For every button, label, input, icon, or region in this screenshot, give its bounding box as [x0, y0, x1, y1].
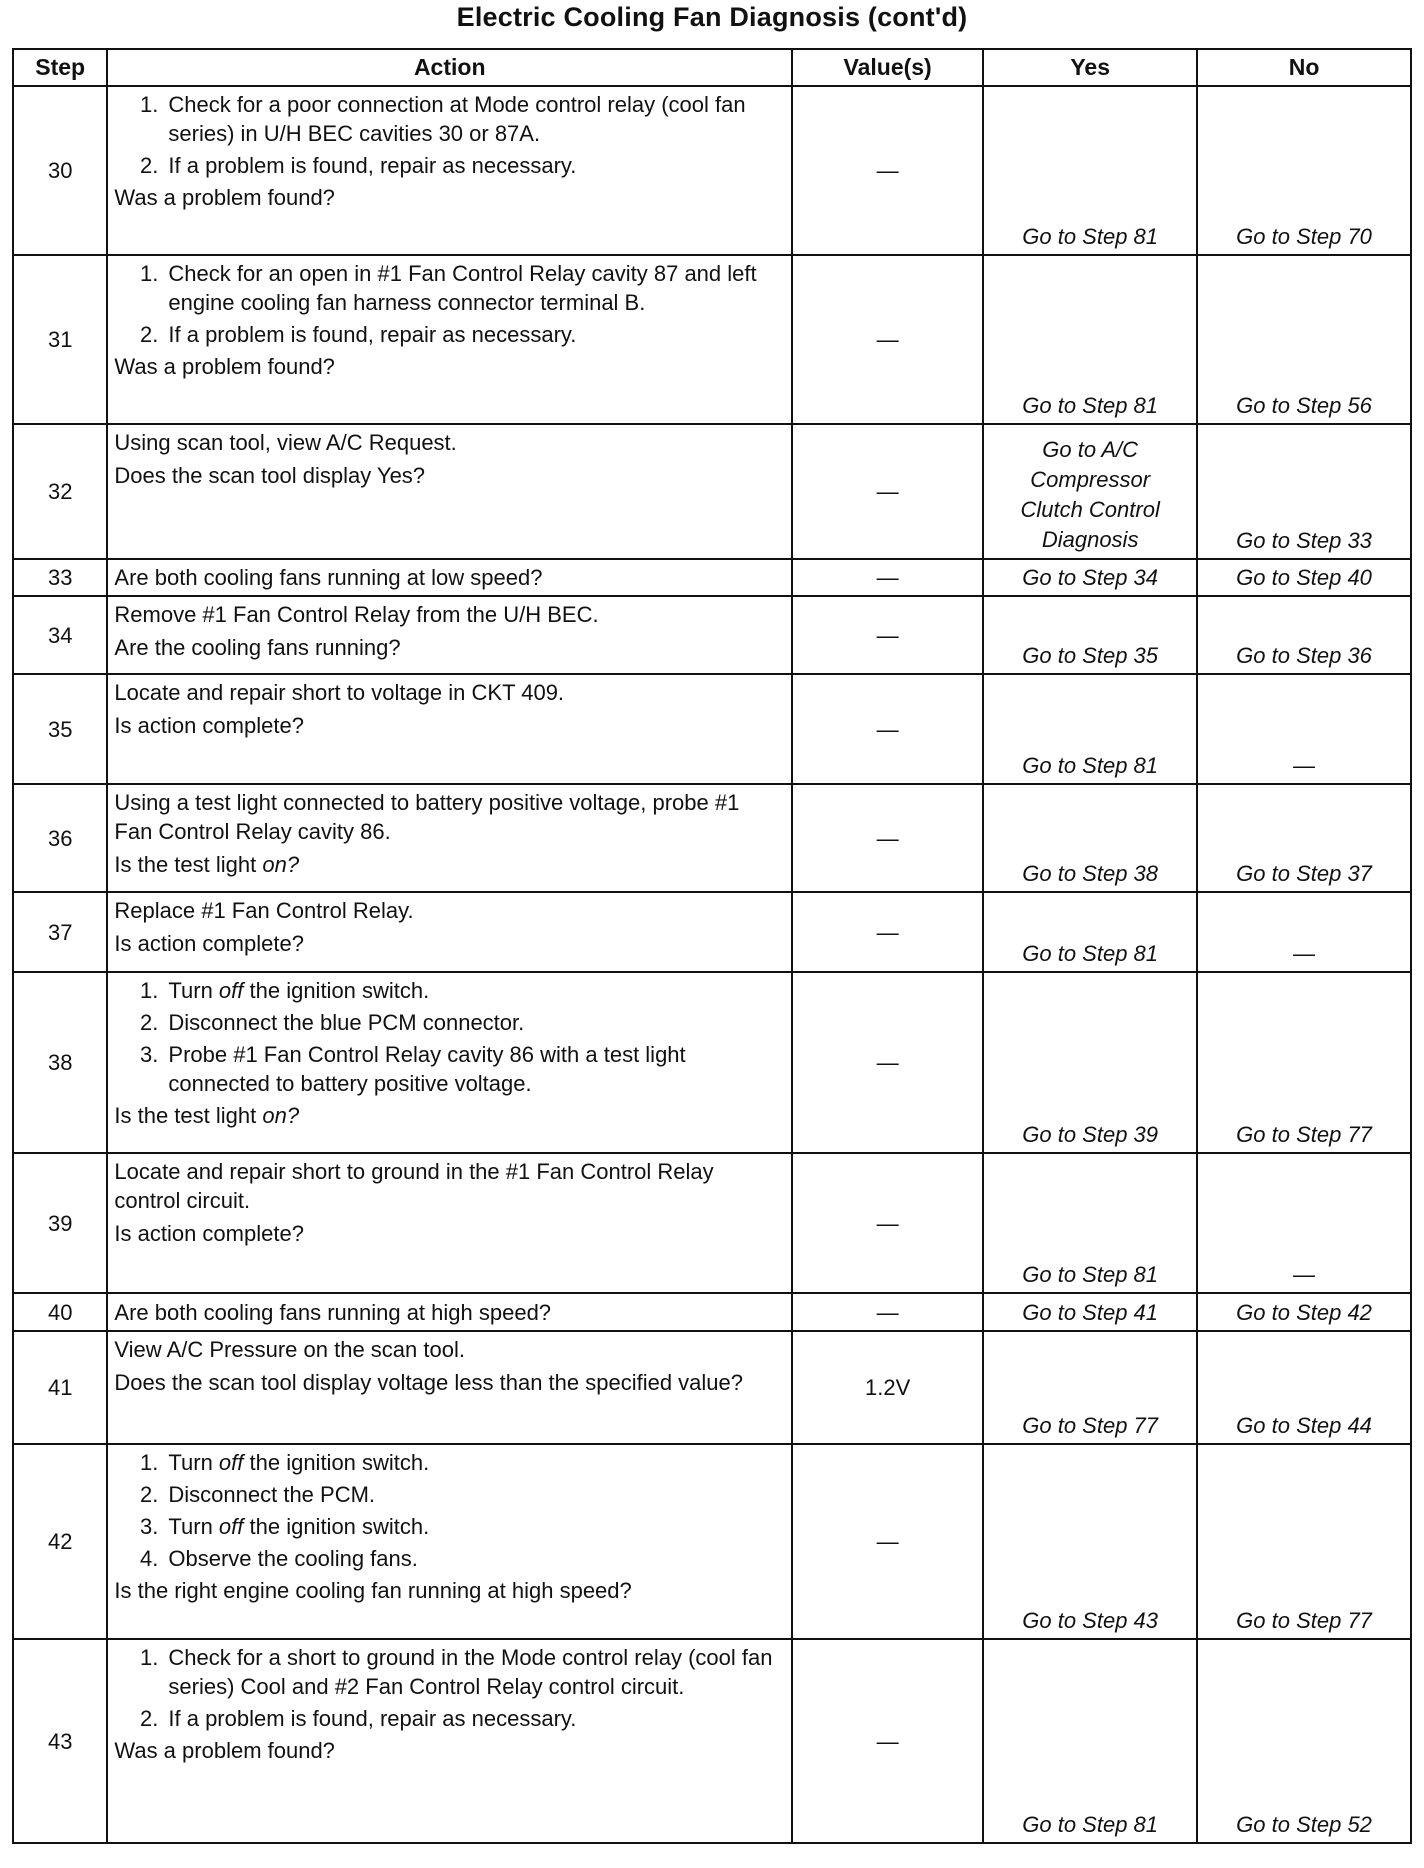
no-cell: Go to Step 42: [1197, 1293, 1411, 1331]
value-cell: —: [792, 596, 983, 674]
no-cell: Go to Step 77: [1197, 972, 1411, 1153]
table-row: [13, 892, 1411, 972]
table-row: [13, 86, 1411, 255]
action-list: [114, 1643, 783, 1736]
yes-cell: Go to Step 39: [983, 972, 1197, 1153]
step-number: 38: [13, 972, 107, 1153]
table-row: [13, 1331, 1411, 1444]
action-text: Locate and repair short to voltage in CKT 409.: [114, 680, 565, 705]
table-row: [13, 674, 1411, 784]
table-header-row: [13, 49, 1411, 86]
yes-cell: Go to Step 77: [983, 1331, 1197, 1444]
table-row: [13, 596, 1411, 674]
value-cell: —: [792, 1639, 983, 1843]
value-cell: —: [792, 1293, 983, 1331]
action-question: Is action complete?: [114, 931, 304, 956]
header-no: No: [1197, 49, 1411, 86]
no-cell: Go to Step 37: [1197, 784, 1411, 892]
list-item: 1. Check for a poor connection at Mode control relay (cool fan series) in U/H BEC cavities 30 or 87A.: [140, 92, 746, 146]
table-row: [13, 424, 1411, 559]
list-item: 3. Probe #1 Fan Control Relay cavity 86 with a test light connected to battery positive voltage.: [140, 1042, 686, 1096]
yes-cell: Go to Step 38: [983, 784, 1197, 892]
value-cell: —: [792, 86, 983, 255]
action-question: Are both cooling fans running at low speed?: [114, 565, 543, 590]
header-step: Step: [13, 49, 107, 86]
value-cell: —: [792, 424, 983, 559]
header-value: Value(s): [792, 49, 983, 86]
table-row: [13, 255, 1411, 424]
action-cell: [107, 86, 792, 255]
yes-cell: Go to Step 81: [983, 86, 1197, 255]
action-cell: [107, 784, 792, 892]
no-cell: Go to Step 33: [1197, 424, 1411, 559]
table-row: [13, 1153, 1411, 1293]
action-list: [114, 976, 783, 1101]
action-cell: [107, 255, 792, 424]
yes-cell: Go to A/C Compressor Clutch Control Diagnosis: [983, 424, 1197, 559]
action-question: Is the test light on?: [114, 1103, 300, 1128]
list-item: 2. Disconnect the blue PCM connector.: [140, 1010, 525, 1035]
no-cell: Go to Step 40: [1197, 559, 1411, 596]
list-item: 3. Turn off the ignition switch.: [140, 1514, 430, 1539]
list-item: 1. Check for an open in #1 Fan Control Relay cavity 87 and left engine cooling fan harness connector terminal B.: [140, 261, 757, 315]
list-item: 1. Turn off the ignition switch.: [140, 1450, 430, 1475]
action-question: Is action complete?: [114, 713, 304, 738]
no-cell: Go to Step 36: [1197, 596, 1411, 674]
no-cell: Go to Step 52: [1197, 1639, 1411, 1843]
value-cell: —: [792, 559, 983, 596]
table-row: [13, 1293, 1411, 1331]
list-item: 2. If a problem is found, repair as necessary.: [140, 153, 577, 178]
action-text: Replace #1 Fan Control Relay.: [114, 898, 414, 923]
yes-cell: Go to Step 81: [983, 674, 1197, 784]
yes-cell: Go to Step 81: [983, 1153, 1197, 1293]
action-cell: [107, 1331, 792, 1444]
action-cell: [107, 424, 792, 559]
yes-cell: Go to Step 34: [983, 559, 1197, 596]
value-cell: —: [792, 1444, 983, 1639]
yes-cell: Go to Step 41: [983, 1293, 1197, 1331]
action-list: [114, 90, 783, 183]
header-action: Action: [107, 49, 792, 86]
action-cell: [107, 596, 792, 674]
yes-cell: Go to Step 81: [983, 255, 1197, 424]
no-cell: Go to Step 56: [1197, 255, 1411, 424]
step-number: 42: [13, 1444, 107, 1639]
action-text: Using a test light connected to battery positive voltage, probe #1 Fan Control Relay cavity 86.: [114, 790, 740, 844]
action-text: Locate and repair short to ground in the #1 Fan Control Relay control circuit.: [114, 1159, 714, 1213]
action-cell: [107, 1293, 792, 1331]
step-number: 35: [13, 674, 107, 784]
list-item: 2. Disconnect the PCM.: [140, 1482, 376, 1507]
no-cell: Go to Step 77: [1197, 1444, 1411, 1639]
action-cell: [107, 972, 792, 1153]
action-question: Are both cooling fans running at high speed?: [114, 1299, 552, 1325]
action-cell: [107, 674, 792, 784]
step-number: 40: [13, 1293, 107, 1331]
list-item: 1. Turn off the ignition switch.: [140, 978, 430, 1003]
no-cell: —: [1197, 892, 1411, 972]
list-item: 1. Check for a short to ground in the Mode control relay (cool fan series) Cool and #2 Fan Control Relay control circuit.: [140, 1645, 773, 1699]
table-row: [13, 1444, 1411, 1639]
value-cell: —: [792, 255, 983, 424]
action-cell: [107, 559, 792, 596]
step-number: 31: [13, 255, 107, 424]
action-question: Was a problem found?: [114, 185, 335, 210]
no-cell: Go to Step 44: [1197, 1331, 1411, 1444]
action-question: Does the scan tool display Yes?: [114, 463, 426, 488]
action-question: Was a problem found?: [114, 354, 335, 379]
no-cell: —: [1197, 1153, 1411, 1293]
yes-cell: Go to Step 43: [983, 1444, 1197, 1639]
value-cell: 1.2V: [792, 1331, 983, 1444]
no-cell: —: [1197, 674, 1411, 784]
step-number: 37: [13, 892, 107, 972]
action-list: [114, 1448, 783, 1576]
action-text: Using scan tool, view A/C Request.: [114, 430, 457, 455]
step-number: 41: [13, 1331, 107, 1444]
action-question: Does the scan tool display voltage less than the specified value?: [114, 1370, 744, 1395]
action-question: Was a problem found?: [114, 1738, 335, 1763]
value-cell: —: [792, 972, 983, 1153]
yes-cell: Go to Step 81: [983, 1639, 1197, 1843]
step-number: 33: [13, 559, 107, 596]
action-text: Remove #1 Fan Control Relay from the U/H BEC.: [114, 602, 599, 627]
table-row: [13, 784, 1411, 892]
list-item: 2. If a problem is found, repair as necessary.: [140, 1706, 577, 1731]
header-yes: Yes: [983, 49, 1197, 86]
action-text: View A/C Pressure on the scan tool.: [114, 1337, 465, 1362]
table-row: [13, 972, 1411, 1153]
value-cell: —: [792, 892, 983, 972]
value-cell: —: [792, 784, 983, 892]
step-number: 32: [13, 424, 107, 559]
yes-cell: Go to Step 35: [983, 596, 1197, 674]
action-question: Is the test light on?: [114, 852, 300, 877]
page-title: Electric Cooling Fan Diagnosis (cont'd): [456, 2, 968, 32]
yes-cell: Go to Step 81: [983, 892, 1197, 972]
value-cell: —: [792, 674, 983, 784]
step-number: 30: [13, 86, 107, 255]
table-row: [13, 1639, 1411, 1843]
action-question: Are the cooling fans running?: [114, 635, 401, 660]
action-cell: [107, 892, 792, 972]
table-row: [13, 559, 1411, 596]
action-cell: [107, 1153, 792, 1293]
action-question: Is the right engine cooling fan running at high speed?: [114, 1578, 632, 1603]
action-cell: [107, 1639, 792, 1843]
list-item: 2. If a problem is found, repair as necessary.: [140, 322, 577, 347]
list-item: 4. Observe the cooling fans.: [140, 1546, 418, 1571]
action-question: Is action complete?: [114, 1221, 304, 1246]
action-cell: [107, 1444, 792, 1639]
value-cell: —: [792, 1153, 983, 1293]
action-list: [114, 259, 783, 352]
step-number: 36: [13, 784, 107, 892]
diagnosis-table: [12, 48, 1412, 1844]
step-number: 39: [13, 1153, 107, 1293]
step-number: 34: [13, 596, 107, 674]
no-cell: Go to Step 70: [1197, 86, 1411, 255]
step-number: 43: [13, 1639, 107, 1843]
